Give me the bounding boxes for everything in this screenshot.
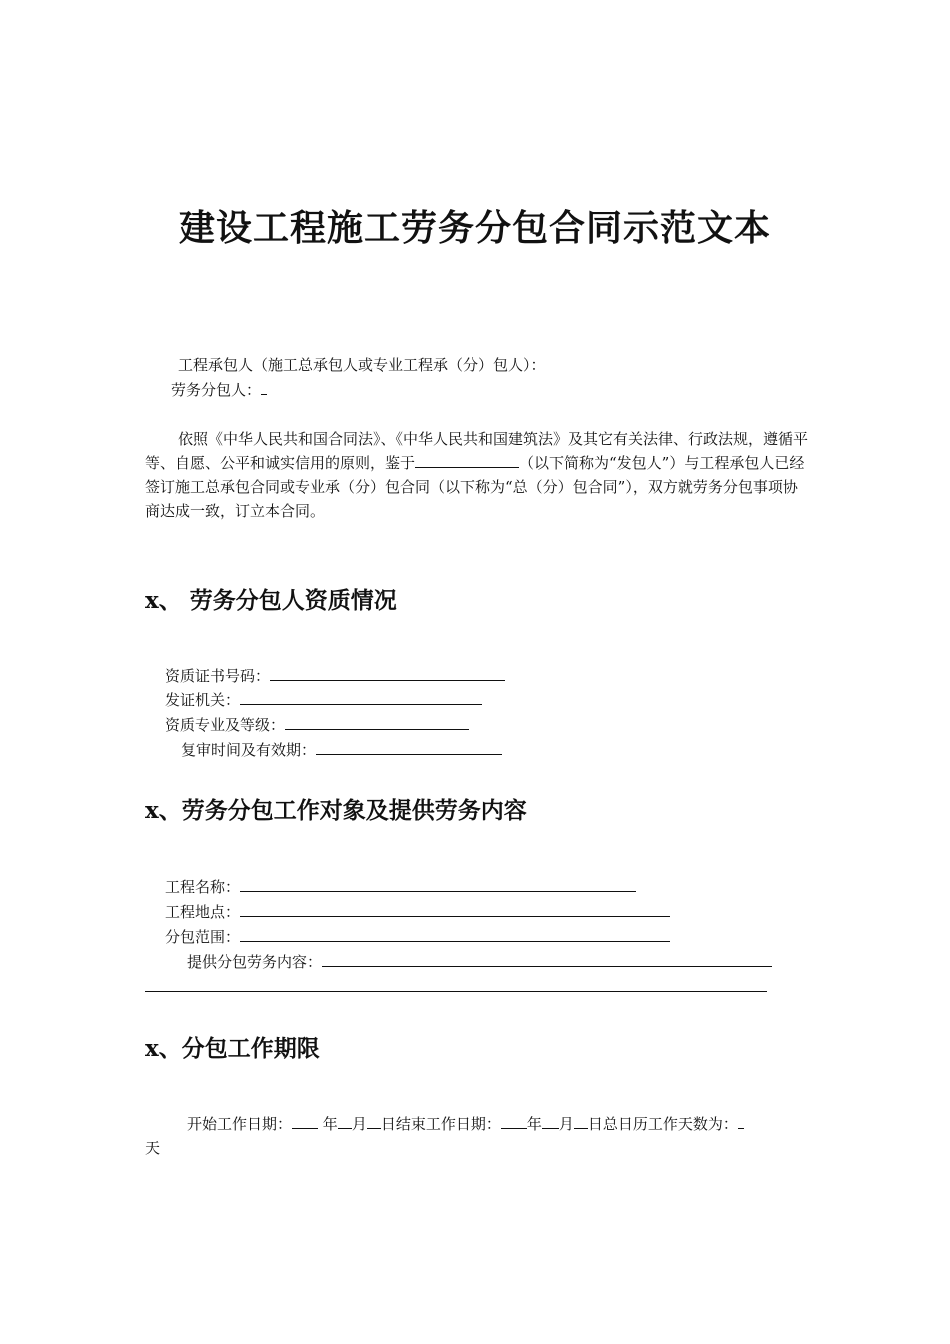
project-location-line (165, 900, 670, 923)
start-date-label: 开始工作日期： (187, 1115, 293, 1133)
start-month-blank[interactable] (338, 1112, 352, 1129)
grade-label: 资质专业及等级： (165, 716, 286, 734)
grade-line (165, 713, 469, 736)
labor-content-label: 提供分包劳务内容： (187, 953, 323, 971)
total-days-label: 日总日历工作天数为： (587, 1115, 738, 1133)
project-name-line (165, 875, 636, 898)
subcontractor-label: 劳务分包人： (171, 381, 262, 399)
issuer-label: 发证机关： (165, 691, 241, 709)
labor-content-blank-continuation[interactable] (145, 991, 767, 992)
review-blank[interactable] (316, 738, 502, 755)
start-year-blank[interactable] (292, 1112, 318, 1129)
preamble-part1: 依照《中华人民共和国合同法》、《中华人民共和国建筑法》及其它有关法律、行政法规，遵循平等、自愿、公平和诚实信用的原则，鉴于 (145, 430, 809, 472)
end-day-blank[interactable] (574, 1112, 588, 1129)
end-year-blank[interactable] (501, 1112, 527, 1129)
labor-content-blank[interactable] (322, 950, 772, 967)
labor-content-line (187, 950, 772, 973)
issuer-blank[interactable] (240, 688, 482, 705)
preamble-paragraph (145, 427, 810, 523)
cert-no-label: 资质证书号码： (165, 667, 271, 685)
project-name-label: 工程名称： (165, 878, 241, 896)
preamble-part2: （以下简称为“发包人”）与工程承包人已经签订施工总承包合同或专业承（分）包合同（以下称为“总（分）包合同”），双方就劳务分包事项协商达成一致，订立本合同。 (145, 454, 805, 520)
contractor-line (178, 354, 546, 376)
project-location-label: 工程地点： (165, 903, 241, 921)
contractor-label: 工程承包人（施工总承包人或专业工程承（分）包人）： (178, 356, 546, 374)
total-days-blank[interactable] (738, 1112, 744, 1129)
scope-blank[interactable] (240, 925, 670, 942)
end-year-unit: 年 (526, 1115, 542, 1133)
issuer-line (165, 688, 482, 711)
scope-line (165, 925, 670, 948)
scope-label: 分包范围： (165, 928, 241, 946)
project-name-blank[interactable] (240, 875, 636, 892)
cert-no-line (165, 664, 505, 687)
start-month-unit: 月 (351, 1115, 367, 1133)
start-year-unit: 年 (322, 1115, 338, 1133)
section3-heading: x、分包工作期限 (145, 1035, 320, 1062)
review-line (181, 738, 502, 761)
subcontractor-blank[interactable] (261, 378, 267, 395)
employer-blank[interactable] (415, 451, 519, 468)
document-title: 建设工程施工劳务分包合同示范文本 (178, 207, 771, 249)
cert-no-blank[interactable] (270, 664, 505, 681)
section2-heading: x、劳务分包工作对象及提供劳务内容 (145, 797, 527, 824)
section1-heading: x、 劳务分包人资质情况 (145, 587, 397, 614)
end-month-unit: 月 (558, 1115, 574, 1133)
subcontractor-line (171, 378, 267, 401)
end-date-label: 日结束工作日期： (380, 1115, 501, 1133)
start-day-blank[interactable] (367, 1112, 381, 1129)
project-location-blank[interactable] (240, 900, 670, 917)
end-month-blank[interactable] (542, 1112, 559, 1129)
review-label: 复审时间及有效期： (181, 741, 317, 759)
work-period-line (187, 1112, 744, 1135)
grade-blank[interactable] (285, 713, 469, 730)
total-days-unit: 天 (145, 1139, 161, 1157)
